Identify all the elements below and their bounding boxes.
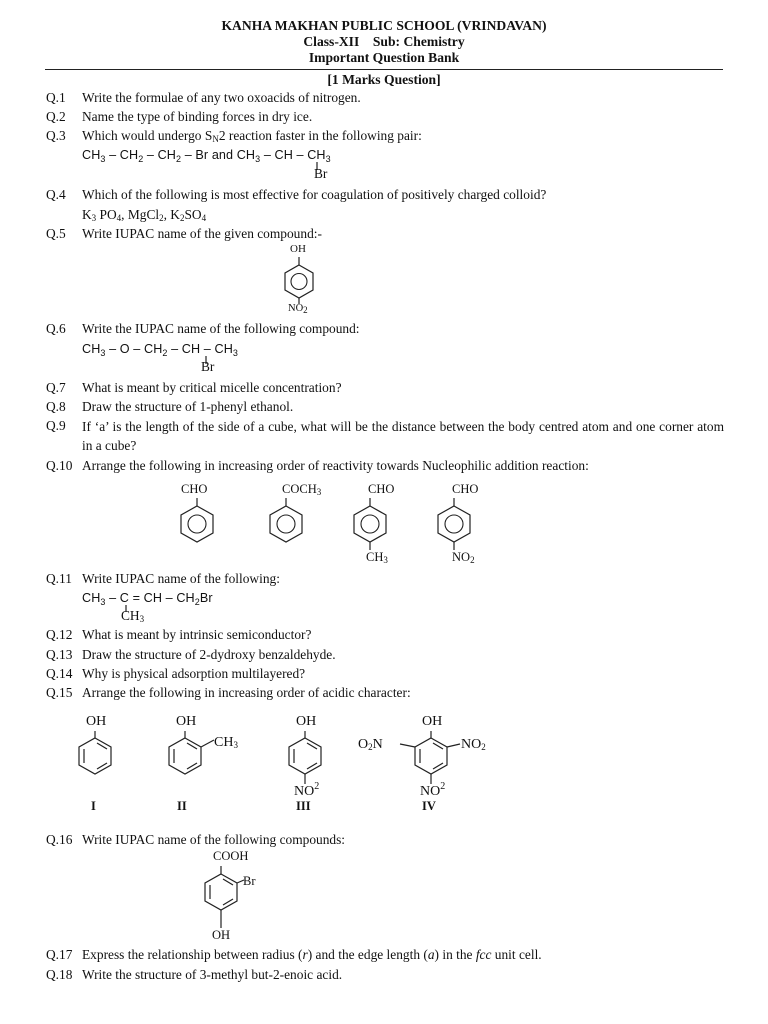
- substituent-label: Br: [314, 166, 328, 181]
- question-text: Draw the structure of 1-phenyl ethanol.: [82, 399, 294, 414]
- substituent-label: COOH: [213, 849, 249, 863]
- substituent-label: $O_2N$: [358, 737, 383, 752]
- question-text: Which would undergo $S_N2$ reaction faster in the following pair:: [82, 128, 422, 144]
- substituent-label: OH: [422, 714, 443, 729]
- question-number: Q.2: [46, 109, 66, 124]
- compound-numeral: I: [91, 799, 96, 813]
- question-text: Arrange the following in increasing order of reactivity towards Nucleophilic addition reaction:: [82, 458, 589, 473]
- formula: $K_3$ $PO_4$, MgCl$_2$, $K_2SO_4$: [82, 207, 207, 223]
- question-number: Q.13: [46, 647, 73, 662]
- formula: $CH_3 - CH_2 - CH_2$ – Br and $CH_3$ – CH – $CH_3$: [82, 148, 331, 164]
- class-subject: Class-XII Sub: Chemistry: [303, 34, 465, 49]
- question-text: Write IUPAC name of the following:: [82, 571, 280, 586]
- substituent-label: $CH_3$: [121, 608, 145, 624]
- substituent-label: $NO_2$: [461, 737, 486, 752]
- benzene-ring-structure: [0, 0, 1, 1]
- substituent-label: OH: [296, 714, 317, 729]
- question-number: Q.14: [46, 666, 73, 681]
- formula: $CH_3$ – O – $CH_2$ – CH – $CH_3$: [82, 342, 238, 358]
- substituent-label: CHO: [452, 482, 479, 496]
- substituent-label: CHO: [368, 482, 395, 496]
- question-text: Name the type of binding forces in dry ice.: [82, 109, 313, 124]
- question-text: Draw the structure of 2-dydroxy benzaldehyde.: [82, 647, 336, 662]
- question-text: Write the structure of 3-methyl but-2-enoic acid.: [82, 967, 343, 982]
- substituent-label: $NO^2$: [294, 781, 320, 799]
- question-number: Q.12: [46, 627, 73, 642]
- question-number: Q.17: [46, 947, 73, 962]
- question-text: Arrange the following in increasing order of acidic character:: [82, 685, 411, 700]
- question-number: Q.15: [46, 685, 73, 700]
- question-text: What is meant by intrinsic semiconductor?: [82, 627, 312, 642]
- compound-numeral: IV: [422, 799, 436, 813]
- formula: $CH_3$ – C = CH – $CH_2Br$: [82, 591, 213, 607]
- substituent-label: OH: [290, 243, 306, 255]
- substituent-label: $NO^2$: [420, 781, 446, 799]
- question-number: Q.9: [46, 418, 66, 433]
- question-text: Write the IUPAC name of the following compound:: [82, 321, 360, 336]
- substituent-label: $CH_3$: [366, 550, 388, 565]
- substituent-label: $NO_2$: [452, 550, 475, 565]
- question-text: What is meant by critical micelle concentration?: [82, 380, 342, 395]
- question-text: If ‘a’ is the length of the side of a cube, what will be the distance between the body centred atom and one corner atom in a cube?: [82, 419, 724, 453]
- substituent-label: Br: [201, 359, 215, 374]
- question-number: Q.6: [46, 321, 66, 336]
- question-text: Write IUPAC name of the given compound:-: [82, 226, 322, 241]
- question-text: Why is physical adsorption multilayered?: [82, 666, 306, 681]
- question-number: Q.8: [46, 399, 66, 414]
- school-name: KANHA MAKHAN PUBLIC SCHOOL (VRINDAVAN): [221, 18, 547, 33]
- substituent-label: OH: [176, 714, 197, 729]
- section-heading: [1 Marks Question]: [327, 72, 441, 87]
- question-text: Express the relationship between radius (r) and the edge length (a) in the fcc unit cell.: [82, 947, 542, 962]
- substituent-label: $COCH_3$: [282, 482, 322, 497]
- question-number: Q.4: [46, 187, 66, 202]
- question-number: Q.16: [46, 832, 73, 847]
- question-text: Write the formulae of any two oxoacids of nitrogen.: [82, 90, 361, 105]
- question-number: Q.11: [46, 571, 72, 586]
- compound-numeral: II: [177, 799, 187, 813]
- substituent-label: $NO_2$: [288, 303, 308, 315]
- question-number: Q.1: [46, 90, 66, 105]
- substituent-label: $CH_3$: [214, 735, 238, 750]
- question-number: Q.5: [46, 226, 66, 241]
- question-number: Q.18: [46, 967, 73, 982]
- substituent-label: OH: [212, 928, 231, 942]
- question-number: Q.7: [46, 380, 66, 395]
- question-text: Write IUPAC name of the following compounds:: [82, 832, 346, 847]
- substituent-label: CHO: [181, 482, 208, 496]
- header-rule: [45, 69, 723, 70]
- compound-numeral: III: [296, 799, 311, 813]
- substituent-label: OH: [86, 714, 107, 729]
- substituent-label: Br: [243, 874, 256, 888]
- question-text: Which of the following is most effective for coagulation of positively charged colloid?: [82, 187, 547, 202]
- question-number: Q.3: [46, 128, 66, 143]
- question-number: Q.10: [46, 458, 73, 473]
- document-title: Important Question Bank: [308, 50, 460, 65]
